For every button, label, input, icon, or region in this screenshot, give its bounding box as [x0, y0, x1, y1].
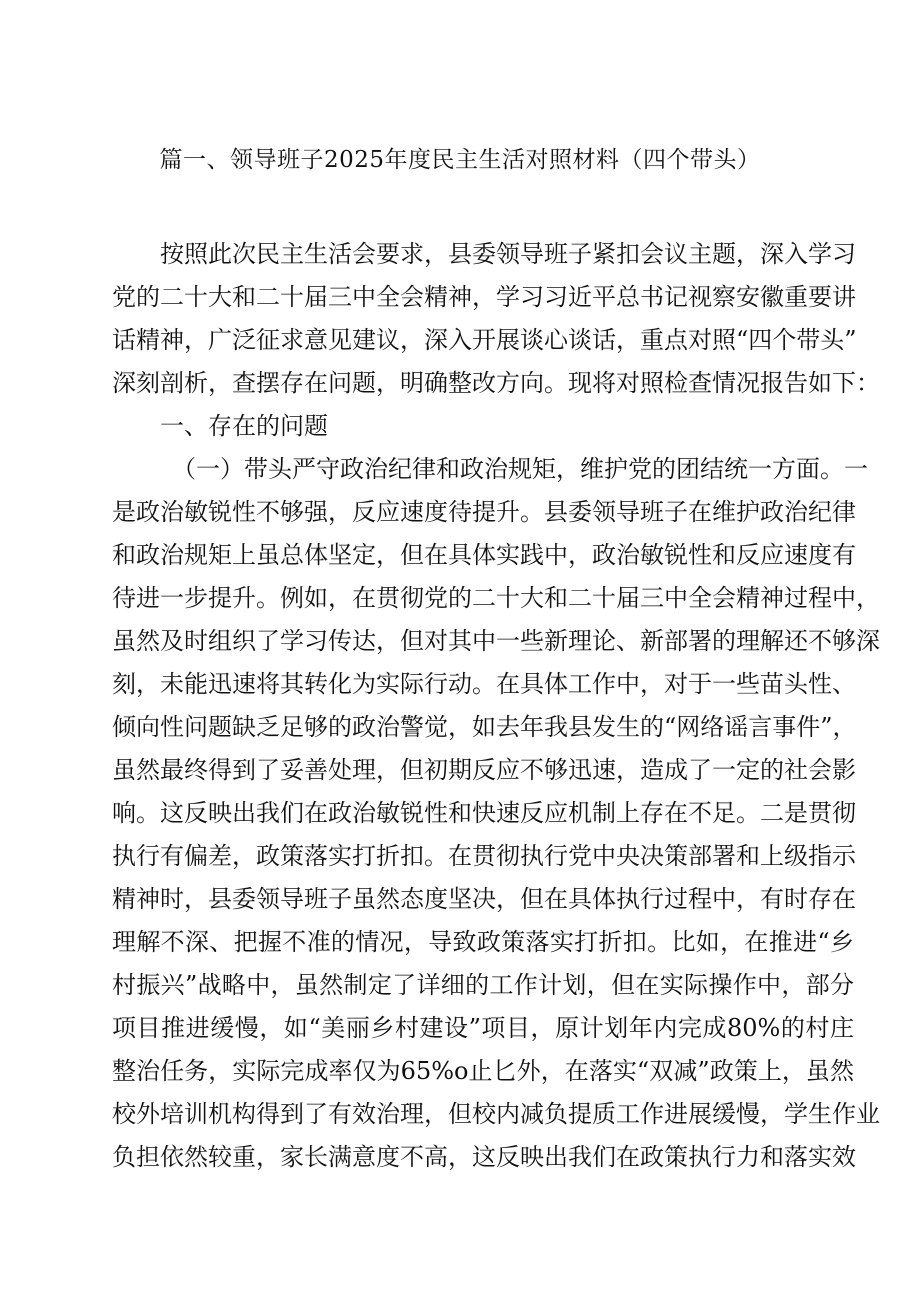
- paragraph-line-17: 负担依然较重，家长满意度不高，这反映出我们在政策执行力和落实效: [112, 1143, 856, 1171]
- intro-line-4: 深刻剖析，查摆存在问题，明确整改方向。现将对照检查情况报告如下：: [112, 369, 880, 397]
- paragraph-line-3: 和政治规矩上虽总体坚定，但在具体实践中，政治敏锐性和反应速度有: [112, 541, 856, 569]
- paragraph-line-11: 精神时，县委领导班子虽然态度坚决，但在具体执行过程中，有时存在: [112, 885, 856, 913]
- paragraph-line-12: 理解不深、把握不准的情况，导致政策落实打折扣。比如，在推进“乡: [112, 928, 854, 956]
- paragraph-line-1: （一）带头严守政治纪律和政治规矩，维护党的团结统一方面。一: [172, 455, 868, 483]
- paragraph-line-16: 校外培训机构得到了有效治理，但校内减负提质工作进展缓慢，学生作业: [112, 1100, 880, 1128]
- intro-line-2: 党的二十大和二十届三中全会精神，学习习近平总书记视察安徽重要讲: [112, 283, 856, 311]
- paragraph-line-15: 整治任务，实际完成率仅为65%o止匕外，在落实“双减”政策上，虽然: [112, 1057, 854, 1085]
- paragraph-line-5: 虽然及时组织了学习传达，但对其中一些新理论、新部署的理解还不够深: [112, 627, 880, 655]
- section-1-heading: 一、存在的问题: [160, 412, 328, 440]
- paragraph-line-9: 响。这反映出我们在政治敏锐性和快速反应机制上存在不足。二是贯彻: [112, 799, 856, 827]
- document-title: 篇一、领导班子2025年度民主生活对照材料（四个带头）: [159, 147, 761, 173]
- paragraph-line-8: 虽然最终得到了妥善处理，但初期反应不够迅速，造成了一定的社会影: [112, 756, 856, 784]
- paragraph-line-6: 刻，未能迅速将其转化为实际行动。在具体工作中，对于一些苗头性、: [112, 670, 856, 698]
- paragraph-line-10: 执行有偏差，政策落实打折扣。在贯彻执行党中央决策部署和上级指示: [112, 842, 856, 870]
- paragraph-line-13: 村振兴”战略中，虽然制定了详细的工作计划，但在实际操作中，部分: [112, 971, 854, 999]
- paragraph-line-14: 项目推进缓慢，如“美丽乡村建设”项目，原计划年内完成80%的村庄: [112, 1014, 854, 1042]
- intro-line-3: 话精神，广泛征求意见建议，深入开展谈心谈话，重点对照“四个带头”: [112, 326, 857, 354]
- paragraph-line-4: 待进一步提升。例如，在贯彻党的二十大和二十届三中全会精神过程中，: [112, 584, 880, 612]
- intro-line-1: 按照此次民主生活会要求，县委领导班子紧扣会议主题，深入学习: [160, 240, 856, 268]
- paragraph-line-7: 倾向性问题缺乏足够的政治警觉，如去年我县发生的“网络谣言事件”，: [112, 713, 857, 741]
- paragraph-line-2: 是政治敏锐性不够强，反应速度待提升。县委领导班子在维护政治纪律: [112, 498, 856, 526]
